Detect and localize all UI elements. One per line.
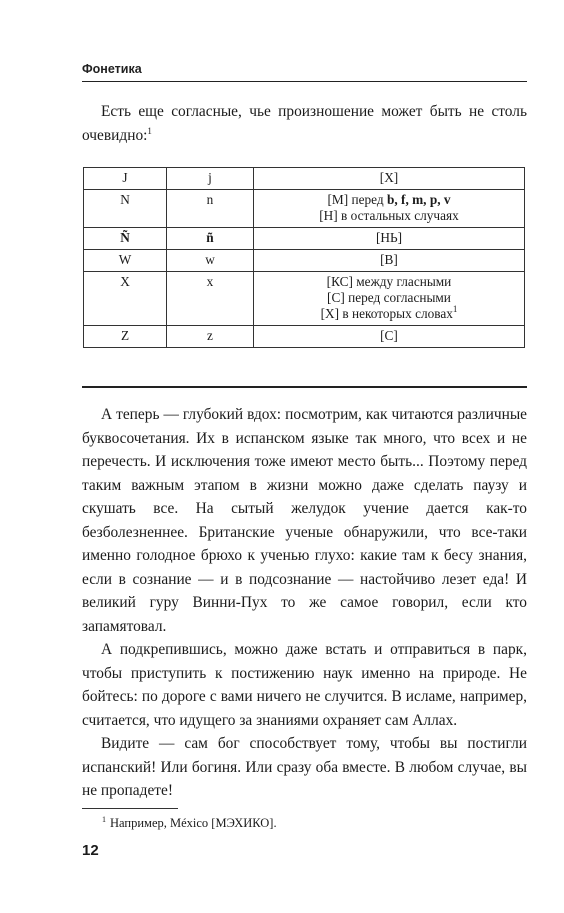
pronunciation-cell — [254, 326, 525, 348]
uppercase-letter-cell: Z — [84, 326, 167, 348]
lowercase-letter-cell: z — [167, 326, 254, 348]
footnote-marker: 1 — [452, 304, 458, 314]
pronunciation-line: [В] — [380, 252, 398, 267]
consonant-pronunciation-table — [83, 167, 525, 348]
table-row — [84, 272, 525, 326]
intro-text: Есть еще согласные, чье произношение может быть не столь очевидно: — [82, 103, 527, 144]
footnote — [102, 815, 522, 831]
lowercase-letter-cell: w — [167, 250, 254, 272]
pronunciation-line: [С] — [380, 328, 398, 343]
table-row — [84, 250, 525, 272]
lowercase-letter-cell: n — [167, 190, 254, 228]
table-row — [84, 228, 525, 250]
table-row — [84, 326, 525, 348]
section-divider — [82, 386, 527, 388]
uppercase-letter-cell: N — [84, 190, 167, 228]
page-number: 12 — [82, 842, 99, 859]
pronunciation-cell — [254, 250, 525, 272]
intro-paragraph — [82, 100, 527, 147]
body-paragraph: А подкрепившись, можно даже встать и отправиться в парк, чтобы приступить к постижению наук именно на природе. Не бойтесь: по дороге с вами ничего не случится. В исламе, например, считается, что идущего за знаниями охраняет сам Аллах. — [82, 641, 527, 729]
running-header-title: Фонетика — [82, 62, 142, 76]
footnote-marker: 1 — [147, 125, 152, 136]
lowercase-letter-cell: x — [167, 272, 254, 326]
pronunciation-line — [260, 306, 518, 322]
header-divider — [82, 81, 527, 82]
footnote-number: 1 — [102, 815, 106, 824]
footnote-text: Например, México [МЭХИКО]. — [110, 816, 277, 830]
pronunciation-line-text: [Х] в некоторых словах — [320, 306, 453, 321]
pronunciation-line: [Н] в остальных случаях — [319, 208, 459, 223]
pronunciation-line: [С] перед согласными — [327, 290, 451, 305]
uppercase-letter-cell: Ñ — [84, 228, 167, 250]
table-row — [84, 168, 525, 190]
pronunciation-cell — [254, 168, 525, 190]
uppercase-letter-cell: W — [84, 250, 167, 272]
uppercase-letter-cell: J — [84, 168, 167, 190]
pronunciation-cell — [254, 228, 525, 250]
pronunciation-line: [КС] между гласными — [326, 274, 452, 289]
table-row — [84, 190, 525, 228]
lowercase-letter-cell: ñ — [167, 228, 254, 250]
lowercase-letter-cell: j — [167, 168, 254, 190]
uppercase-letter-cell: X — [84, 272, 167, 326]
pronunciation-line: [М] перед b, f, m, p, v — [327, 192, 451, 207]
pronunciation-cell — [254, 272, 525, 326]
body-paragraph: А теперь — глубокий вдох: посмотрим, как читаются различные буквосочетания. Их в испанском языке так много, что всех и не перечесть. И исключения тоже имеют место быть... Поэтому перед таким важным этапом в жизни можно даже сделать паузу и скушать все. На сытый желудок учение дается как-то безболезненнее. Британские ученые обнаружили, что все-таки именно голодное брюхо к ученью глухо: какие там к бесу знания, если в сознание — и в подсознание — настойчиво лезет еда! И великий гуру Винни-Пух то же самое говорил, если кто запамятовал. — [82, 406, 527, 635]
footnote-divider — [82, 808, 178, 809]
pronunciation-line: [Х] — [379, 170, 399, 185]
pronunciation-line: [НЬ] — [375, 230, 403, 245]
body-paragraph: Видите — сам бог способствует тому, чтобы вы постигли испанский! Или богиня. Или сразу оба вместе. В любом случае, вы не пропадете! — [82, 735, 527, 799]
pronunciation-cell — [254, 190, 525, 228]
body-text — [82, 403, 527, 803]
